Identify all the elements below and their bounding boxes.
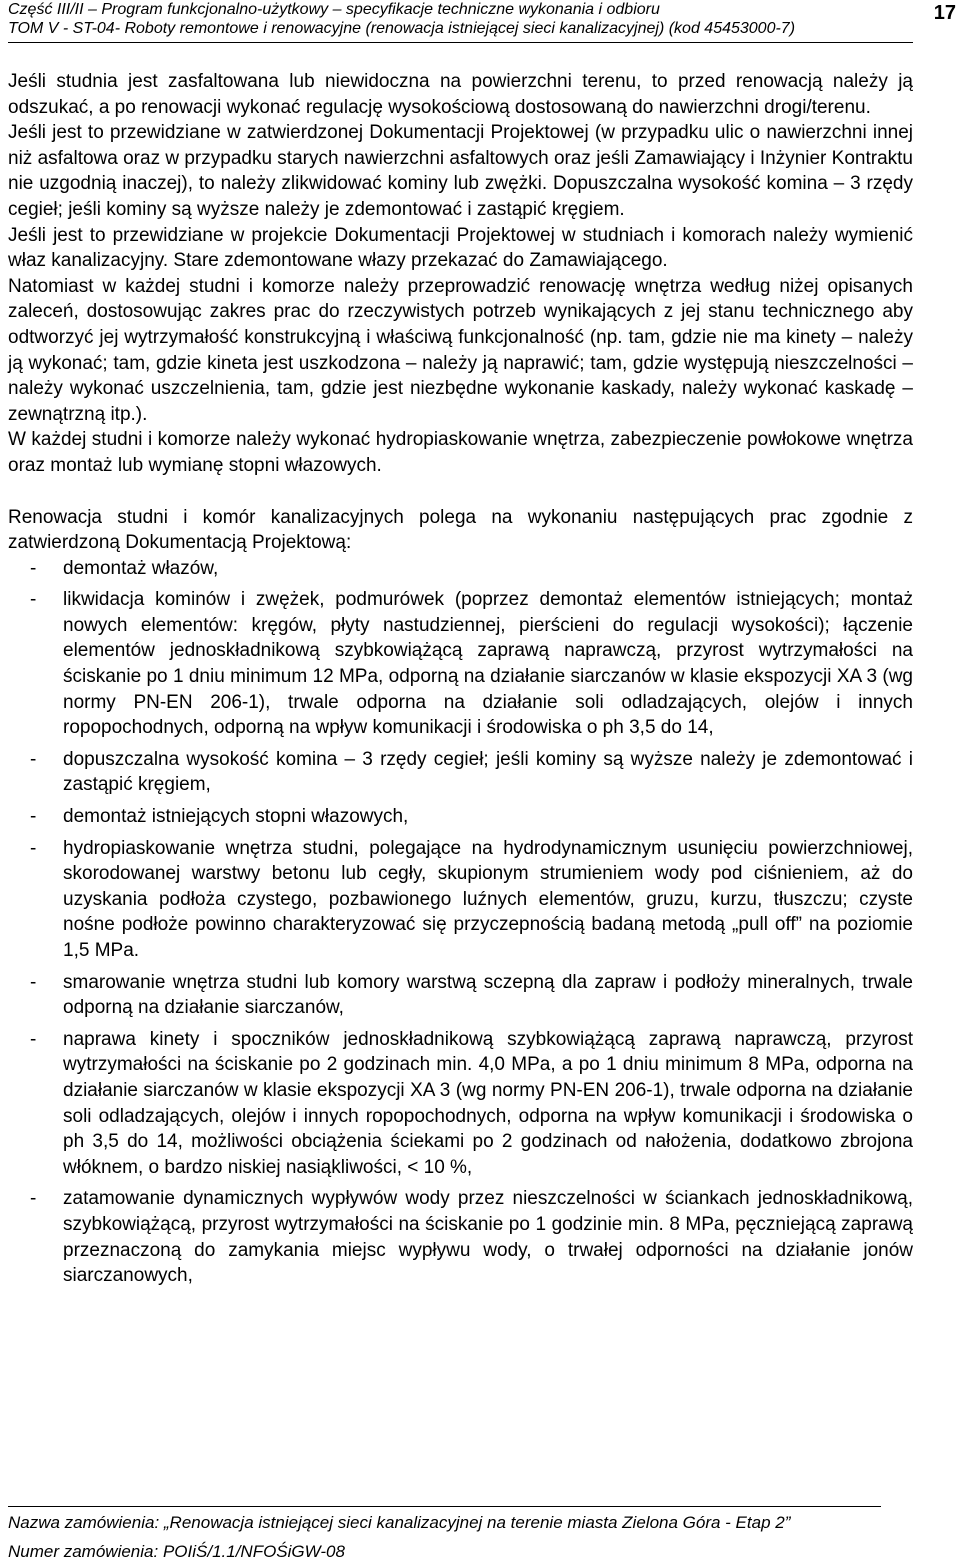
list-intro: Renowacja studni i komór kanalizacyjnych polega na wykonaniu następujących prac zgodnie z zatwierdzoną Dokumentacją Projektową: — [8, 506, 913, 554]
paragraph-gap — [8, 479, 913, 505]
list-item-text: dopuszczalna wysokość komina – 3 rzędy cegieł; jeśli kominy są wyższe należy je zdemontować i zastąpić kręgiem, — [63, 748, 913, 796]
list-item — [8, 556, 913, 582]
footer-divider — [8, 1506, 881, 1507]
list-item-text: zatamowanie dynamicznych wypływów wody przez nieszczelności w ściankach jednoskładnikową, szybkowiążącą, przyrost wytrzymałości na ściskanie po 1 godzinie min. 8 MPa, pęczniejącą zaprawą przeznaczoną do zamykania miejsc wypływu wody, o trwałej odporności na działanie jonów siarczanowych, — [63, 1188, 913, 1287]
list-item — [8, 747, 913, 798]
page-header — [8, 0, 913, 40]
footer-order-number: Numer zamówienia: POIiŚ/1.1/NFOŚiGW-08 — [8, 1542, 345, 1561]
paragraph: Natomiast w każdej studni i komorze należy przeprowadzić renowację wnętrza według niżej opisanych zaleceń, dostosowując zakres prac do rzeczywistych potrzeb wynikających z jej stanu technicznego aby odtworzyć jej wytrzymałość konstrukcyjną i właściwą funkcjonalność (np. tam, gdzie nie ma kinety – należy ją wykonać; tam, gdzie kineta jest uszkodzona – należy ją naprawić; tam, gdzie występują nieszczelności – należy wykonać uszczelnienia, tam, gdzie jest niezbędne wykonanie kaskady, należy wykonać kaskadę – zewnątrzną itp.). — [8, 275, 913, 425]
header-line-2: TOM V - ST-04- Roboty remontowe i renowacyjne (renowacja istniejącej sieci kanalizacyjnej) (kod 45453000-7) — [8, 20, 796, 37]
page-footer — [8, 1512, 913, 1562]
paragraph: Jeśli jest to przewidziane w zatwierdzonej Dokumentacji Projektowej (w przypadku ulic o nawierzchni innej niż asfaltowa oraz w przypadku starych nawierzchni asfaltowych oraz jeśli Zamawiający i Inżynier Kontraktu nie uzgodnią inaczej), to należy zlikwidować kominy lub zwężki. Dopuszczalna wysokość komina – 3 rzędy cegieł; jeśli kominy są wyższe należy je zdemontować i zastąpić kręgiem. — [8, 122, 913, 220]
header-divider — [8, 42, 913, 43]
list-item-text: smarowanie wnętrza studni lub komory warstwą sczepną dla zapraw i podłoży mineralnych, trwale odporną na działanie siarczanów, — [63, 971, 913, 1019]
dash-bullet: - — [30, 1028, 37, 1050]
dash-bullet: - — [30, 748, 37, 770]
dash-bullet: - — [30, 837, 37, 859]
list-item — [8, 1186, 913, 1288]
list-item — [8, 1027, 913, 1181]
list-item-text: demontaż włazów, — [63, 557, 219, 579]
list-item-text: likwidacja kominów i zwężek, podmurówek (poprzez demontaż elementów istniejących; montaż nowych elementów: kręgów, płyty nastudziennej, pierścieni do regulacji wysokości); łączenie elementów jednoskładnikową szybkowiążącą zaprawą naprawczą, przyrost wytrzymałości na ściskanie po 1 dniu minimum 12 MPa, odporną na działanie siarczanów w klasie ekspozycji XA 3 (wg normy PN-EN 206-1), trwale odporna na działanie soli odladzających, olejów i innych ropopochodnych, odporną na wpływ komunikacji i środowiska o ph 3,5 do 14, — [63, 589, 913, 739]
work-list — [8, 556, 913, 1289]
document-body — [8, 69, 913, 1295]
paragraph: Jeśli jest to przewidziane w projekcie Dokumentacji Projektowej w studniach i komorach należy wymienić właz kanalizacyjny. Stare zdemontowane włazy przekazać do Zamawiającego. — [8, 224, 913, 272]
page-number: 17 — [933, 2, 956, 24]
list-item — [8, 587, 913, 741]
dash-bullet: - — [30, 971, 37, 993]
dash-bullet: - — [30, 1188, 37, 1210]
dash-bullet: - — [30, 557, 37, 579]
paragraph: Jeśli studnia jest zasfaltowana lub niewidoczna na powierzchni terenu, to przed renowacją należy ją odszukać, a po renowacji wykonać regulację wysokościową dostosowaną do nawierzchni drogi/terenu. — [8, 71, 913, 118]
paragraph: W każdej studni i komorze należy wykonać hydropiaskowanie wnętrza, zabezpieczenie powłokowe wnętrza oraz montaż lub wymianę stopni włazowych. — [8, 429, 913, 476]
list-item — [8, 804, 913, 830]
list-item — [8, 836, 913, 964]
footer-order-name: Nazwa zamówienia: „Renowacja istniejącej sieci kanalizacyjnej na terenie miasta Zielona Góra - Etap 2” — [8, 1513, 791, 1532]
dash-bullet: - — [30, 589, 37, 611]
dash-bullet: - — [30, 806, 37, 828]
header-line-1: Część III/II – Program funkcjonalno-użytkowy – specyfikacje techniczne wykonania i odbioru — [8, 1, 660, 18]
list-item — [8, 970, 913, 1021]
list-item-text: hydropiaskowanie wnętrza studni, polegające na hydrodynamicznym usunięciu powierzchniowej, skorodowanej warstwy betonu lub cegły, skupionym strumieniem wody pod ciśnieniem, aż do uzyskania podłoża czystego, pozbawionego luźnych elementów, gruzu, kurzu, tłuszczu; czyste nośne podłoże powinno charakteryzować się przyczepnością badaną metodą „pull off” na poziomie 1,5 MPa. — [63, 837, 913, 961]
list-item-text: naprawa kinety i spoczników jednoskładnikową szybkowiążącą zaprawą naprawczą, przyrost wytrzymałości na ściskanie po 2 godzinach min. 4,0 MPa, a po 1 dniu minimum 8 MPa, odporna na działanie siarczanów w klasie ekspozycji XA 3 (wg normy PN-EN 206-1), trwale odporna na działanie soli odladzających, olejów i innych ropopochodnych, odporna na wpływ komunikacji i środowiska o ph 3,5 do 14, możliwości obciążenia ściekami po 2 godzinach od nałożenia, dodatkowo zbrojona włóknem, o bardzo niskiej nasiąkliwości, < 10 %, — [63, 1028, 913, 1178]
list-item-text: demontaż istniejących stopni włazowych, — [63, 806, 409, 828]
